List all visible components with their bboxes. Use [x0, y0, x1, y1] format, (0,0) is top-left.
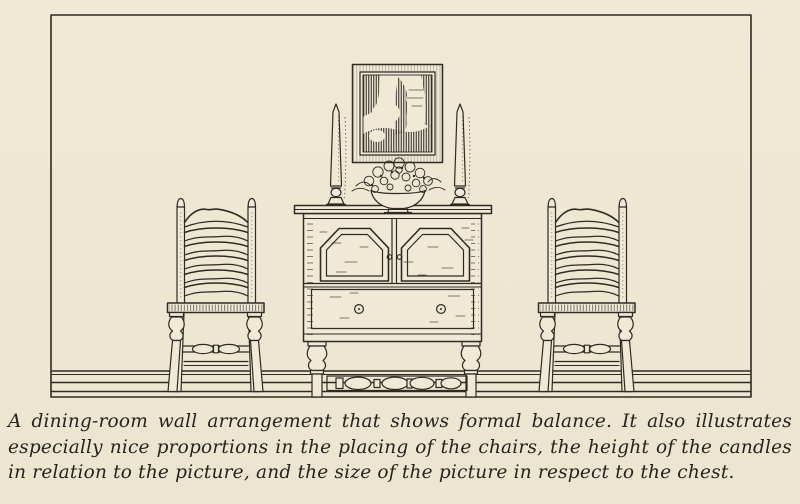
candle-left — [327, 104, 346, 205]
chest-stretcher — [327, 376, 467, 391]
chest — [295, 206, 492, 398]
caption-line-2: especially nice proportions in the placing of the chairs, the height of the candles — [8, 436, 792, 458]
caption — [8, 409, 792, 486]
candle-right — [451, 104, 470, 205]
chair-left — [168, 199, 265, 392]
chest-leg-right — [461, 342, 480, 398]
chest-leg-left — [307, 342, 326, 398]
caption-line-1: A dining-room wall arrangement that shows formal balance. It also illustrates — [8, 411, 792, 432]
flower-bowl — [352, 158, 445, 213]
framed-picture — [353, 65, 443, 163]
chair-right — [539, 199, 636, 392]
caption-line-3: in relation to the picture, and the size of the picture in respect to the chest. — [8, 462, 735, 483]
